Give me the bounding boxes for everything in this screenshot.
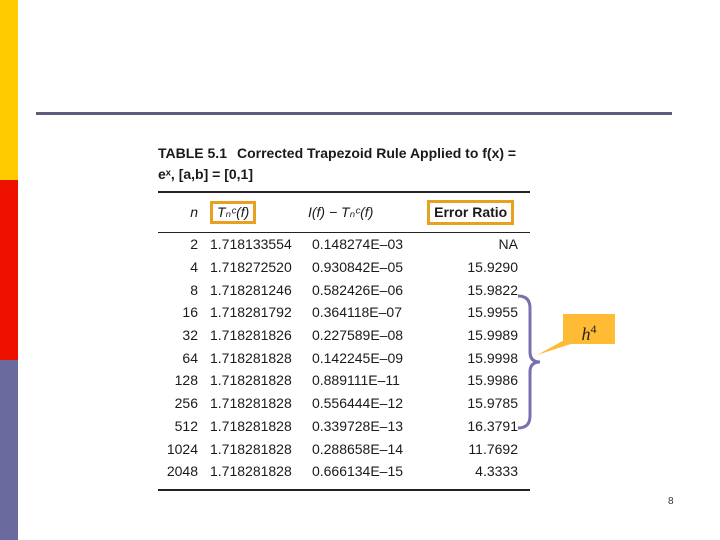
cell-ratio: 4.3333: [475, 463, 518, 480]
page-number: 8: [668, 496, 674, 507]
header-diff: I(f) − Tₙᶜ(f): [307, 203, 374, 220]
cell-n: 16: [182, 304, 198, 321]
cell-tnc: 1.718281828: [210, 349, 292, 366]
cell-diff: 0.666134E–15: [311, 463, 404, 480]
cell-ratio: 16.3791: [467, 417, 518, 434]
cell-tnc: 1.718281828: [210, 372, 292, 389]
cell-ratio: 15.9785: [467, 395, 518, 412]
cell-n: 4: [190, 259, 198, 276]
cell-tnc: 1.718281792: [210, 304, 292, 321]
table-caption-tag: TABLE 5.1: [158, 145, 227, 161]
cell-diff: 0.556444E–12: [311, 395, 404, 412]
cell-n: 128: [174, 372, 198, 389]
cell-ratio: 11.7692: [468, 440, 518, 457]
cell-tnc: 1.718281826: [210, 327, 292, 344]
cell-diff: 0.339728E–13: [311, 417, 404, 434]
cell-n: 64: [182, 349, 198, 366]
cell-ratio: 15.9998: [467, 349, 518, 366]
cell-tnc: 1.718133554: [210, 236, 292, 253]
callout-exponent: 4: [590, 322, 597, 336]
cell-ratio: 15.9822: [467, 281, 518, 298]
cell-diff: 0.227589E–08: [311, 327, 404, 344]
cell-n: 512: [174, 417, 198, 434]
cell-tnc: 1.718272520: [210, 259, 292, 276]
cell-diff: 0.930842E–05: [311, 259, 404, 276]
h4-callout: [563, 314, 615, 344]
header-n: n: [190, 204, 198, 220]
cell-tnc: 1.718281828: [210, 417, 292, 434]
cell-ratio: 15.9986: [467, 372, 518, 389]
cell-ratio: 15.9989: [467, 327, 518, 344]
callout-base: h: [581, 324, 591, 344]
cell-n: 256: [174, 395, 198, 412]
cell-n: 8: [190, 281, 198, 298]
cell-ratio: 15.9290: [467, 259, 518, 276]
cell-diff: 0.288658E–14: [311, 440, 404, 457]
header-error-ratio: Error Ratio: [427, 200, 514, 225]
cell-diff: 0.142245E–09: [311, 349, 404, 366]
cell-tnc: 1.718281246: [210, 281, 292, 298]
cell-tnc: 1.718281828: [210, 440, 292, 457]
cell-n: 1024: [166, 440, 198, 457]
cell-tnc: 1.718281828: [210, 463, 292, 480]
cell-n: 2048: [166, 463, 198, 480]
cell-diff: 0.582426E–06: [311, 281, 404, 298]
header-tnc: Tₙᶜ(f): [210, 201, 256, 224]
cell-ratio: 15.9955: [467, 304, 518, 321]
cell-n: 2: [190, 236, 198, 253]
cell-n: 32: [182, 327, 198, 344]
ratio-bracket: [518, 296, 540, 428]
cell-diff: 0.364118E–07: [311, 304, 403, 321]
cell-diff: 0.889111E–11: [311, 372, 400, 389]
cell-diff: 0.148274E–03: [311, 236, 404, 253]
cell-tnc: 1.718281828: [210, 395, 292, 412]
table-caption-text: Corrected Trapezoid Rule Applied to f(x) = eˣ, [a,b] = [0,1]: [158, 145, 517, 182]
cell-ratio: NA: [498, 236, 518, 253]
